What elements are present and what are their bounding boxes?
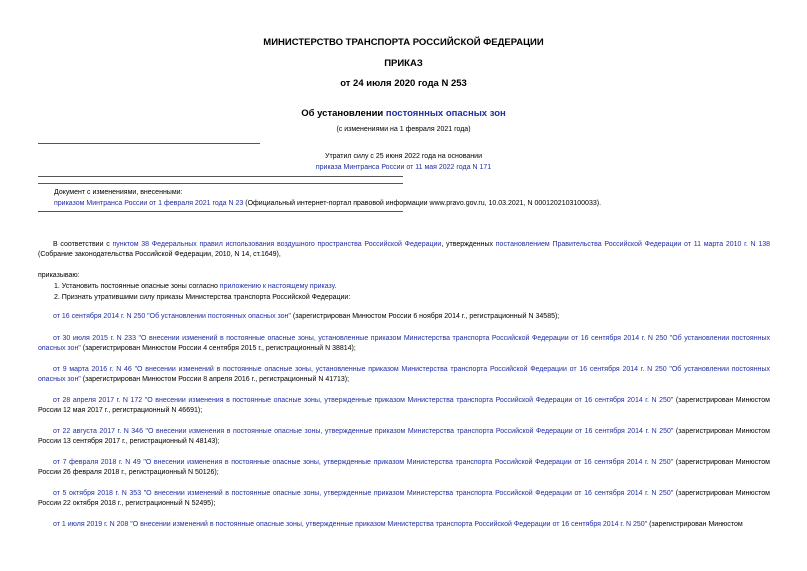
- document-type-heading: ПРИКАЗ: [384, 58, 423, 69]
- repealed-order-item: [38, 396, 770, 416]
- repealed-order-registration: (зарегистрирован Минюстом: [647, 521, 743, 528]
- document-title-prefix: Об установлении: [301, 108, 386, 119]
- repealed-order-item: [38, 365, 770, 385]
- repealed-order-item: [38, 334, 770, 354]
- repealed-order-registration: (зарегистрирован Минюстом России 13 сентября 2017 г., регистрационный N 48143);: [38, 428, 770, 445]
- amendments-line: [54, 199, 769, 209]
- government-decree-link[interactable]: постановлением Правительства Российской Федерации от 11 марта 2010 г. N 138: [495, 241, 771, 248]
- document-title: [0, 108, 807, 119]
- repealed-order-registration: (зарегистрирован Минюстом России 26 февраля 2018 г., регистрационный N 50126);: [38, 459, 770, 476]
- repealed-order-link[interactable]: от 1 июля 2019 г. N 208 "О внесении изменений в постоянные опасные зоны, утвержденные приказом Министерства транспорта Российской Федерации от 16 сентября 2014 г. N 250": [53, 521, 648, 528]
- orders-word: приказываю:: [38, 272, 80, 279]
- repeal-order-link[interactable]: приказа Минтранса России от 11 мая 2022 года N 171: [315, 164, 492, 171]
- repealed-order-registration: (зарегистрирован Минюстом России 4 сентября 2015 г., регистрационный N 38814);: [80, 345, 356, 352]
- item-1-end: .: [334, 283, 337, 290]
- changes-note: (с изменениями на 1 февраля 2021 года): [336, 126, 471, 133]
- repealed-order-item: [38, 312, 770, 322]
- amendment-source-text: (Официальный интернет-портал правовой информации www.pravo.gov.ru, 10.03.2021, N 0001202103100033).: [243, 200, 602, 207]
- repealed-order-link[interactable]: от 22 августа 2017 г. N 346 "О внесении изменения в постоянные опасные зоны, утвержденные приказом Министерства транспорта Российской Федерации от 16 сентября 2014 г. N 250": [53, 428, 674, 435]
- repealed-order-registration: (зарегистрирован Минюстом России 12 мая 2017 г., регистрационный N 46691);: [38, 397, 770, 414]
- appendix-link[interactable]: приложению к настоящему приказу: [219, 283, 335, 290]
- repealed-order-link[interactable]: от 7 февраля 2018 г. N 49 "О внесении изменения в постоянные опасные зоны, утвержденные приказом Министерства транспорта Российской Федерации от 16 сентября 2014 г. N 250": [53, 459, 674, 466]
- repealed-order-link[interactable]: от 5 октября 2018 г. N 353 "О внесении изменений в постоянные опасные зоны, утвержденные приказом Министерства транспорта Российской Федерации от 16 сентября 2014 г. N 250": [53, 490, 674, 497]
- amendment-order-link[interactable]: приказом Минтранса России от 1 февраля 2021 года N 23: [54, 200, 244, 207]
- repealed-order-link[interactable]: от 9 марта 2016 г. N 46 "О внесении изменений в постоянные опасные зоны, установленные приказом Министерства транспорта Российской Федерации от 16 сентября 2014 г. N 250 "Об установлении постоянных опасных зон": [38, 366, 770, 383]
- item-1: [54, 282, 336, 292]
- repealed-order-link[interactable]: от 16 сентября 2014 г. N 250 "Об установлении постоянных опасных зон": [53, 313, 291, 320]
- repealed-order-registration: (зарегистрирован Минюстом России 22 октября 2018 г., регистрационный N 52495);: [38, 490, 770, 507]
- amendments-label: Документ с изменениями, внесенными:: [54, 189, 183, 196]
- divider-line: [38, 176, 403, 177]
- preamble-paragraph: [38, 240, 770, 260]
- item-2: 2. Признать утратившими силу приказы Министерства транспорта Российской Федерации:: [54, 294, 351, 301]
- repealed-order-item: [38, 427, 770, 447]
- item-1-text: 1. Установить постоянные опасные зоны согласно: [54, 283, 220, 290]
- repealed-order-registration: (зарегистрирован Минюстом России 6 ноября 2014 г., регистрационный N 34585);: [290, 313, 560, 320]
- divider-line: [38, 143, 260, 144]
- repealed-order-registration: (зарегистрирован Минюстом России 8 апреля 2016 г., регистрационный N 41713);: [80, 376, 350, 383]
- repealed-order-item: [38, 520, 770, 530]
- preamble-text: (Собрание законодательства Российской Федерации, 2010, N 14, ст.1649),: [38, 251, 281, 258]
- repealed-order-link[interactable]: от 30 июля 2015 г. N 233 "О внесении изменений в постоянные опасные зоны, установленные приказом Министерства транспорта Российской Федерации от 16 сентября 2014 г. N 250 "Об установлении постоянных опасных зон": [38, 335, 770, 352]
- repealed-order-item: [38, 489, 770, 509]
- repealed-order-item: [38, 458, 770, 478]
- dangerous-zones-link[interactable]: постоянных опасных зон: [385, 108, 506, 119]
- document-date-heading: от 24 июля 2020 года N 253: [340, 78, 467, 89]
- ministry-heading: МИНИСТЕРСТВО ТРАНСПОРТА РОССИЙСКОЙ ФЕДЕРАЦИИ: [263, 37, 544, 48]
- void-note-link-line: [0, 163, 807, 173]
- repealed-order-link[interactable]: от 28 апреля 2017 г. N 172 "О внесении изменения в постоянные опасные зоны, утвержденные приказом Министерства транспорта Российской Федерации от 16 сентября 2014 г. N 250": [53, 397, 674, 404]
- preamble-text: В соответствии с: [53, 241, 113, 248]
- divider-line: [38, 211, 403, 212]
- divider-line: [38, 183, 403, 184]
- federal-rules-link[interactable]: пунктом 38 Федеральных правил использования воздушного пространства Российской Федерации: [112, 241, 442, 248]
- void-note-line: Утратил силу с 25 июня 2022 года на основании: [325, 153, 482, 160]
- preamble-text: , утвержденных: [441, 241, 496, 248]
